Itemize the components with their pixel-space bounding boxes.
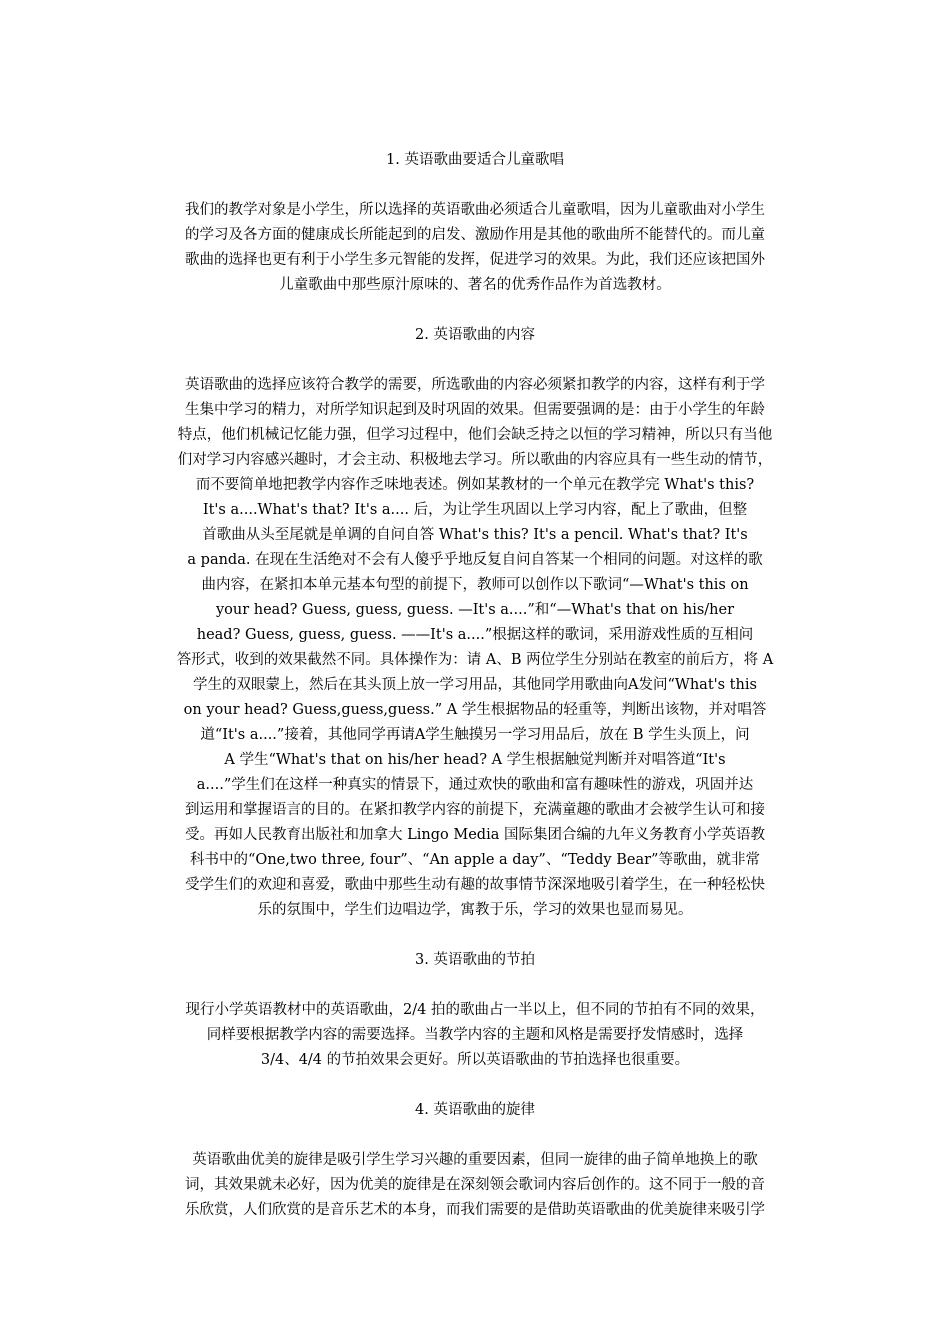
- text-line: a....”学生们在这样一种真实的情景下，通过欢快的歌曲和富有趣味性的游戏，巩固并达: [196, 777, 754, 793]
- text-line: 们对学习内容感兴趣时，才会主动、积极地去学习。所以歌曲的内容应具有一些生动的情节，: [177, 452, 773, 468]
- text-line: 到运用和掌握语言的目的。在紧扣教学内容的前提下，充满童趣的歌曲才会被学生认可和接: [185, 802, 765, 818]
- text-line: your head? Guess, guess, guess. —It's a....”和“—What's that on his/her: [215, 602, 735, 618]
- text-line: 受学生们的欢迎和喜爱，歌曲中那些生动有趣的故事情节深深地吸引着学生，在一种轻松快: [185, 877, 765, 893]
- section-1: [143, 148, 807, 323]
- text-line: 特点，他们机械记忆能力强，但学习过程中，他们会缺乏持之以恒的学习精神，所以只有当他: [177, 427, 773, 443]
- text-line: 答形式，收到的效果截然不同。具体操作为：请 A、B 两位学生分别站在教室的前后方，将 A: [176, 652, 774, 668]
- section-paragraph: [143, 373, 807, 923]
- text-line: A 学生“What's that on his/her head? A 学生根据触觉判断并对唱答道“It's: [224, 752, 726, 768]
- section-4: [143, 1098, 807, 1223]
- text-line: 乐的氛围中，学生们边唱边学，寓教于乐，学习的效果也显而易见。: [257, 902, 693, 918]
- text-line: 3/4、4/4 的节拍效果会更好。所以英语歌曲的节拍选择也很重要。: [260, 1052, 690, 1068]
- text-line: 我们的教学对象是小学生，所以选择的英语歌曲必须适合儿童歌唱，因为儿童歌曲对小学生: [185, 202, 765, 218]
- section-3: [143, 948, 807, 1098]
- text-line: It's a....What's that? It's a.... 后，为让学生巩固以上学习内容，配上了歌曲，但整: [202, 502, 748, 518]
- text-line: 学生的双眼蒙上，然后在其头顶上放一学习用品，其他同学用歌曲向A发问“What's this: [193, 677, 757, 693]
- text-line: 生集中学习的精力，对所学知识起到及时巩固的效果。但需要强调的是：由于小学生的年龄: [185, 402, 765, 418]
- text-line: 乐欣赏，人们欣赏的是音乐艺术的本身，而我们需要的是借助英语歌曲的优美旋律来吸引学: [185, 1202, 765, 1218]
- section-paragraph: [143, 998, 807, 1073]
- text-line: 歌曲的选择也更有利于小学生多元智能的发挥，促进学习的效果。为此，我们还应该把国外: [185, 252, 765, 268]
- text-line: 而不要简单地把教学内容作乏味地表述。例如某教材的一个单元在教学完 What's this?: [195, 477, 755, 493]
- section-paragraph: [143, 198, 807, 298]
- section-paragraph: [143, 1148, 807, 1223]
- section-heading: 3. 英语歌曲的节拍: [415, 952, 535, 968]
- text-line: on your head? Guess,guess,guess.” A 学生根据物品的轻重等，判断出该物，并对唱答: [183, 702, 767, 718]
- text-line: 曲内容，在紧扣本单元基本句型的前提下，教师可以创作以下歌词“—What's this on: [201, 577, 749, 593]
- text-line: 受。再如人民教育出版社和加拿大 Lingo Media 国际集团合编的九年义务教育小学英语教: [185, 827, 765, 843]
- section-heading: 2. 英语歌曲的内容: [415, 327, 535, 343]
- text-line: 现行小学英语教材中的英语歌曲，2/4 拍的歌曲占一半以上，但不同的节拍有不同的效果，: [185, 1002, 765, 1018]
- text-line: 的学习及各方面的健康成长所能起到的启发、激励作用是其他的歌曲所不能替代的。而儿童: [185, 227, 765, 243]
- section-2: [143, 323, 807, 948]
- text-line: 英语歌曲的选择应该符合教学的需要，所选歌曲的内容必须紧扣教学的内容，这样有利于学: [185, 377, 765, 393]
- text-line: 英语歌曲优美的旋律是吸引学生学习兴趣的重要因素，但同一旋律的曲子简单地换上的歌: [192, 1152, 758, 1168]
- text-line: 儿童歌曲中那些原汁原味的、著名的优秀作品作为首选教材。: [279, 277, 671, 293]
- text-line: 道“It's a....”接着，其他同学再请A学生触摸另一学习用品后，放在 B 学生头顶上，问: [200, 727, 750, 743]
- section-heading: 4. 英语歌曲的旋律: [415, 1102, 535, 1118]
- text-line: a panda. 在现在生活绝对不会有人傻乎乎地反复自问自答某一个相同的问题。对这样的歌: [187, 552, 763, 568]
- text-line: 词，其效果就未必好，因为优美的旋律是在深刻领会歌词内容后创作的。这不同于一般的音: [185, 1177, 765, 1193]
- text-line: head? Guess, guess, guess. ——It's a....”根据这样的歌词，采用游戏性质的互相问: [196, 627, 754, 643]
- text-line: 科书中的“One,two three, four”、“An apple a day”、“Teddy Bear”等歌曲，就非常: [190, 852, 760, 868]
- text-line: 同样要根据教学内容的需要选择。当教学内容的主题和风格是需要抒发情感时，选择: [206, 1027, 744, 1043]
- text-line: 首歌曲从头至尾就是单调的自问自答 What's this? It's a pencil. What's that? It's: [202, 527, 748, 543]
- section-heading: 1. 英语歌曲要适合儿童歌唱: [386, 152, 564, 168]
- document-page: [143, 148, 807, 1223]
